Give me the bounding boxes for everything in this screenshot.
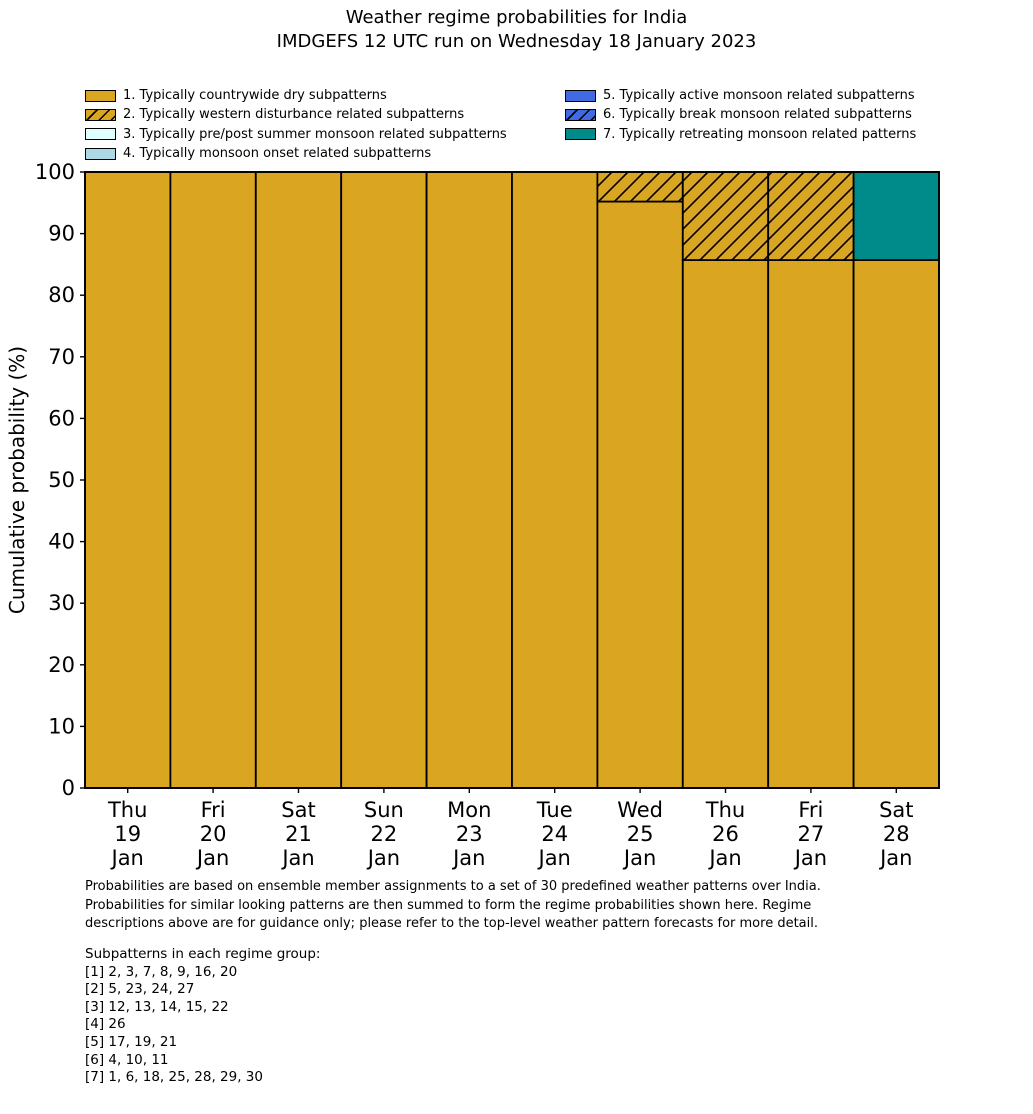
legend-swatch-countrywide-dry-icon xyxy=(85,90,116,102)
legend-column-left xyxy=(85,86,507,163)
x-tick-label: Tue xyxy=(536,798,573,822)
bar-segment xyxy=(683,260,768,788)
x-tick-label: Jan xyxy=(111,846,144,870)
x-tick-label: Jan xyxy=(282,846,315,870)
legend-swatch-active-monsoon-icon xyxy=(565,90,596,102)
x-tick-label: 19 xyxy=(114,822,142,846)
legend-column-right xyxy=(565,86,916,144)
legend-swatch-monsoon-onset-icon xyxy=(85,148,116,160)
legend-item-western-disturbance xyxy=(85,105,507,124)
x-tick-label: 28 xyxy=(882,822,910,846)
legend-label-break-monsoon: 6. Typically break monsoon related subpatterns xyxy=(603,107,912,123)
subpatterns-group-2: [2] 5, 23, 24, 27 xyxy=(85,981,195,998)
y-tick-label: 60 xyxy=(48,406,75,431)
footer-note-line3: descriptions above are for guidance only; please refer to the top-level weather pattern forecasts for more detail. xyxy=(85,916,818,932)
subpatterns-list xyxy=(85,946,685,1087)
subpatterns-group-1: [1] 2, 3, 7, 8, 9, 16, 20 xyxy=(85,963,238,980)
y-tick-label: 0 xyxy=(61,776,75,800)
legend-item-retreating-monsoon xyxy=(565,125,916,144)
bar-segment xyxy=(768,172,853,260)
chart-title-line1: Weather regime probabilities for India xyxy=(345,7,688,28)
bar-segment xyxy=(768,260,853,788)
bar-segment xyxy=(597,202,682,788)
y-tick-label: 70 xyxy=(48,344,75,369)
legend-swatch-prepost-summer-monsoon-icon xyxy=(85,128,116,140)
legend-label-western-disturbance: 2. Typically western disturbance related subpatterns xyxy=(123,107,465,123)
bar-segment xyxy=(854,172,939,260)
y-tick-label: 30 xyxy=(48,591,75,616)
x-tick-label: Jan xyxy=(367,846,401,870)
subpatterns-group-7: [7] 1, 6, 18, 25, 28, 29, 30 xyxy=(85,1069,263,1086)
subpatterns-group-4: [4] 26 xyxy=(85,1016,126,1033)
legend-label-active-monsoon: 5. Typically active monsoon related subpatterns xyxy=(603,88,915,104)
legend-label-retreating-monsoon: 7. Typically retreating monsoon related patterns xyxy=(603,126,917,142)
subpatterns-group-6: [6] 4, 10, 11 xyxy=(85,1051,169,1068)
x-tick-label: Jan xyxy=(196,846,230,870)
subpatterns-group-3: [3] 12, 13, 14, 15, 22 xyxy=(85,998,229,1015)
x-tick-label: 22 xyxy=(370,822,398,846)
x-tick-label: Wed xyxy=(617,798,663,822)
x-tick-label: Jan xyxy=(538,846,571,870)
stacked-bar-chart xyxy=(0,160,1033,874)
x-tick-label: 20 xyxy=(199,822,227,846)
y-axis-title: Cumulative probability (%) xyxy=(5,345,29,615)
bar-segment xyxy=(170,172,255,788)
y-tick-label: 100 xyxy=(34,160,75,184)
bar-segment xyxy=(427,172,512,788)
x-tick-label: Fri xyxy=(200,798,226,822)
y-tick-label: 10 xyxy=(48,714,75,739)
legend-label-prepost-summer-monsoon: 3. Typically pre/post summer monsoon related subpatterns xyxy=(123,126,507,142)
x-tick-label: 23 xyxy=(455,822,483,846)
y-tick-label: 80 xyxy=(48,283,75,308)
bar-segment xyxy=(85,172,170,788)
y-tick-label: 40 xyxy=(48,529,75,554)
bar-segment xyxy=(512,172,597,788)
subpatterns-heading: Subpatterns in each regime group: xyxy=(85,946,321,962)
x-tick-label: Sat xyxy=(281,798,316,822)
x-tick-label: Thu xyxy=(107,798,148,822)
x-tick-label: Thu xyxy=(705,798,746,822)
legend-label-monsoon-onset: 4. Typically monsoon onset related subpatterns xyxy=(123,146,432,162)
legend-label-countrywide-dry: 1. Typically countrywide dry subpatterns xyxy=(123,88,387,104)
chart-title xyxy=(0,6,1033,54)
x-tick-label: Sat xyxy=(879,798,914,822)
legend-item-prepost-summer-monsoon xyxy=(85,125,507,144)
y-tick-label: 50 xyxy=(48,468,75,492)
bar-segment xyxy=(683,172,768,260)
x-tick-label: 21 xyxy=(285,822,312,846)
bar-segment xyxy=(341,172,426,788)
x-tick-label: Mon xyxy=(447,798,492,822)
legend-item-break-monsoon xyxy=(565,105,916,124)
x-tick-label: 24 xyxy=(541,822,569,846)
x-tick-label: Jan xyxy=(794,846,828,870)
x-tick-label: Sun xyxy=(363,798,404,822)
subpatterns-group-5: [5] 17, 19, 21 xyxy=(85,1033,178,1050)
x-tick-label: Jan xyxy=(623,846,657,870)
chart-title-line2: IMDGEFS 12 UTC run on Wednesday 18 January 2023 xyxy=(276,31,757,52)
x-tick-label: Jan xyxy=(880,846,913,870)
bar-segment xyxy=(256,172,341,788)
y-tick-label: 20 xyxy=(48,652,75,677)
x-tick-label: Jan xyxy=(453,846,486,870)
legend-swatch-retreating-monsoon-icon xyxy=(565,128,596,140)
x-tick-label: 25 xyxy=(626,822,654,846)
bar-segment xyxy=(597,172,682,202)
legend-swatch-western-disturbance-icon xyxy=(85,109,116,121)
y-tick-label: 90 xyxy=(48,221,75,246)
x-tick-label: 27 xyxy=(797,822,825,846)
legend-swatch-break-monsoon-icon xyxy=(565,109,596,121)
footer-note-line1: Probabilities are based on ensemble member assignments to a set of 30 predefined weather patterns over India. xyxy=(85,879,821,894)
x-tick-label: Jan xyxy=(709,846,742,870)
footer-note xyxy=(85,878,985,934)
legend-item-countrywide-dry xyxy=(85,86,507,105)
bar-segment xyxy=(854,260,939,788)
x-tick-label: Fri xyxy=(798,798,824,822)
x-tick-label: 26 xyxy=(712,822,739,846)
footer-note-line2: Probabilities for similar looking patterns are then summed to form the regime probabilities shown here. Regime xyxy=(85,897,812,913)
legend-item-active-monsoon xyxy=(565,86,916,105)
